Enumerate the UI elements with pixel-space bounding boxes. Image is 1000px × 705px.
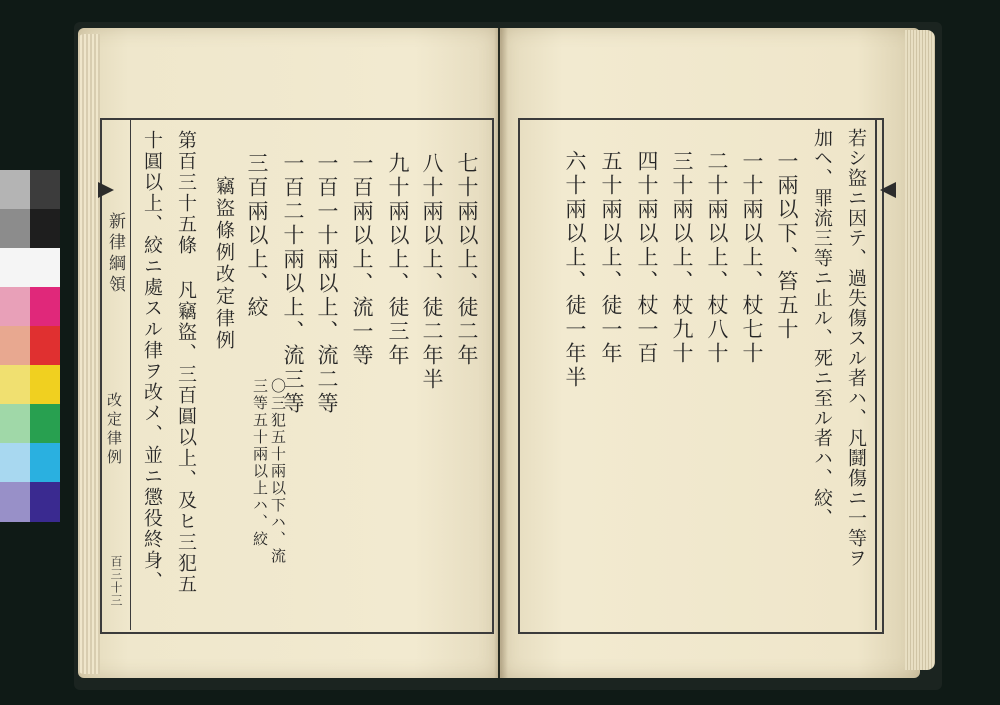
right-column-3: 一兩以下、笞五十 [775, 150, 799, 342]
left-column-7: 三百兩以上、絞 [245, 152, 269, 320]
color-swatch [30, 209, 60, 249]
color-swatch [30, 326, 60, 366]
left-fish-tail-mark [98, 182, 114, 198]
right-frame-inner-rule [875, 118, 877, 630]
color-swatch [30, 248, 60, 288]
color-swatch [0, 404, 30, 444]
book-gutter [494, 28, 508, 678]
color-swatch [30, 287, 60, 327]
color-swatch [0, 287, 30, 327]
color-swatch [30, 170, 60, 210]
color-swatch [0, 482, 30, 522]
color-swatch [30, 443, 60, 483]
color-swatch [0, 365, 30, 405]
left-column-5: 一百一十兩以上、流二等 [315, 152, 339, 416]
left-column-2: 八十兩以上、徒二年半 [420, 152, 444, 392]
color-checker-strip [0, 170, 60, 525]
annotation-column-1: 〇三犯五十兩以下ハ、流 [269, 378, 287, 565]
color-swatch [0, 170, 30, 210]
left-column-3: 九十兩以上、徒三年 [386, 152, 410, 368]
color-swatch [30, 404, 60, 444]
right-column-4: 一十兩以上、杖七十 [740, 150, 764, 366]
right-column-9: 六十兩以上、徒一年半 [563, 150, 587, 390]
left-column-1: 七十兩以上、徒二年 [455, 152, 479, 368]
page-number: 百三十三 [109, 555, 123, 607]
color-swatch [30, 482, 60, 522]
article-135-continuation: 十圓以上、絞ニ處スル律ヲ改メ、並ニ懲役終身、 [141, 130, 163, 592]
right-column-7: 四十兩以上、杖一百 [635, 150, 659, 366]
right-column-8: 五十兩以上、徒一年 [599, 150, 623, 366]
left-column-6: 一百二十兩以上、流三等 [281, 152, 305, 416]
right-column-2: 加ヘ、罪流三等ニ止ル、死ニ至ル者ハ、絞、 [811, 128, 833, 528]
left-page-edges [78, 34, 100, 674]
color-swatch [30, 365, 60, 405]
right-column-6: 三十兩以上、杖九十 [670, 150, 694, 366]
book-title: 新律綱領 [105, 212, 125, 296]
annotation-column-2: 三等五十兩以上ハ、絞 [251, 378, 269, 548]
color-swatch [0, 209, 30, 249]
section-title: 改定律例 [105, 392, 123, 468]
color-swatch [0, 326, 30, 366]
right-column-1: 若シ盜ニ因テ、過失傷スル者ハ、凡鬪傷ニ一等ヲ [845, 128, 867, 568]
right-column-5: 二十兩以上、杖八十 [705, 150, 729, 366]
left-column-4: 一百兩以上、流一等 [350, 152, 374, 368]
right-fish-tail-mark [880, 182, 896, 198]
article-135-text: 第百三十五條 凡竊盜、三百圓以上、及ヒ三犯五 [175, 130, 197, 595]
right-page-edges [905, 30, 935, 670]
color-swatch [0, 443, 30, 483]
color-swatch [0, 248, 30, 288]
section-heading: 竊盜條例改定律例 [213, 176, 235, 352]
